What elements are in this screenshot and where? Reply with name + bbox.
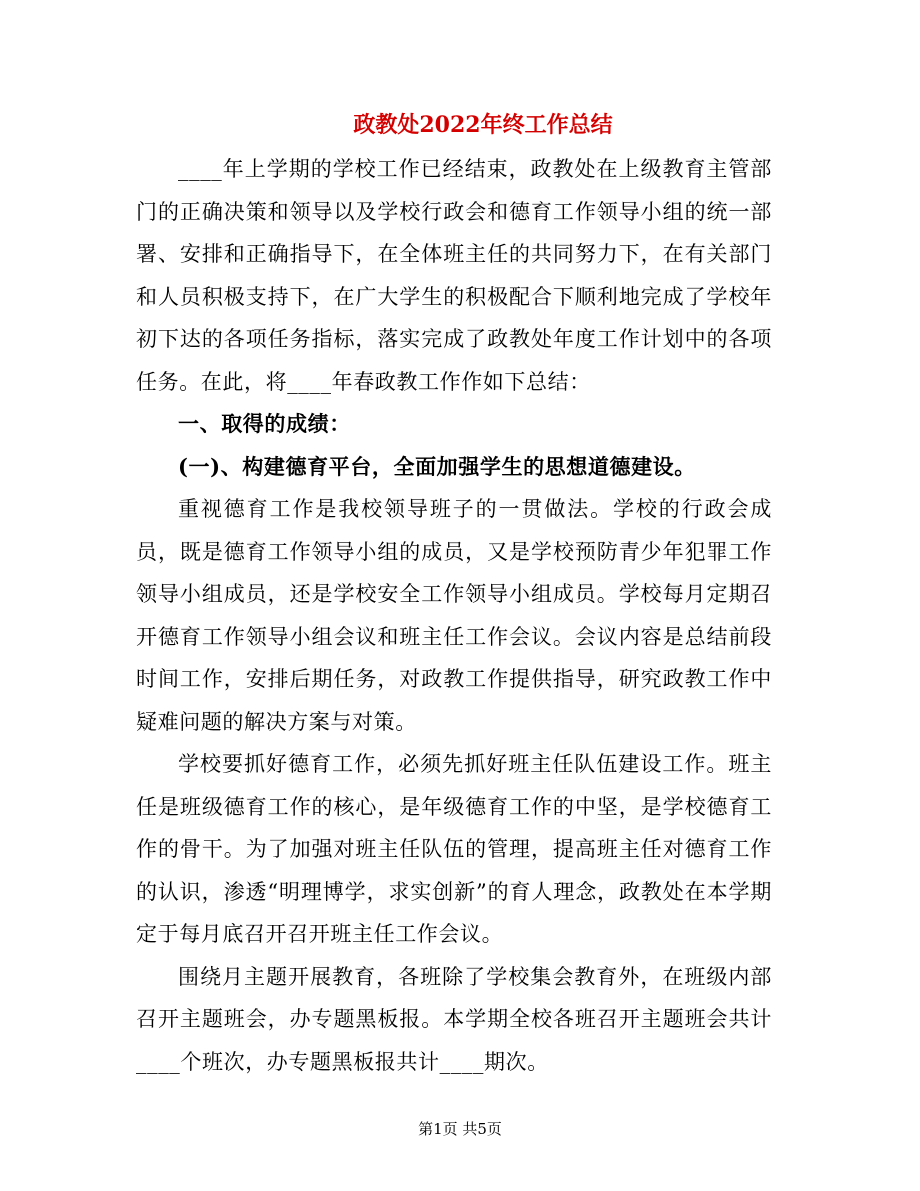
subsection-heading-moral-education: (一)、构建德育平台，全面加强学生的思想道德建设。 <box>178 453 696 479</box>
section-heading-achievements: 一、取得的成绩： <box>178 411 351 436</box>
document-body <box>136 148 772 1083</box>
page-number: 第1页 共5页 <box>418 1120 502 1138</box>
document-title: 政教处2022年终工作总结 <box>353 112 613 138</box>
body-paragraph-leadership: 重视德育工作是我校领导班子的一贯做法。学校的行政会成员，既是德育工作领导小组的成员，又是学校预防青少年犯罪工作领导小组成员，还是学校安全工作领导小组成员。学校每月定期召开德育工作领导小组会议和班主任工作会议。会议内容是总结前段时间工作，安排后期任务，对政教工作提供指导，研究政教工作中疑难问题的解决方案与对策。 <box>136 497 772 734</box>
body-paragraph-monthly-theme: 围绕月主题开展教育，各班除了学校集会教育外，在班级内部召开主题班会，办专题黑板报。本学期全校各班召开主题班会共计____个班次，办专题黑板报共计____期次。 <box>136 964 772 1074</box>
intro-paragraph: ____年上学期的学校工作已经结束，政教处在上级教育主管部门的正确决策和领导以及学校行政会和德育工作领导小组的统一部署、安排和正确指导下，在全体班主任的共同努力下，在有关部门和人员积极支持下，在广大学生的积极配合下顺利地完成了学校年初下达的各项任务指标，落实完成了政教处年度工作计划中的各项任务。在此，将____年春政教工作作如下总结： <box>136 157 772 394</box>
body-paragraph-head-teachers: 学校要抓好德育工作，必须先抓好班主任队伍建设工作。班主任是班级德育工作的核心，是年级德育工作的中坚，是学校德育工作的骨干。为了加强对班主任队伍的管理，提高班主任对德育工作的认识，渗透“明理博学，求实创新”的育人理念，政教处在本学期定于每月底召开召开班主任工作会议。 <box>136 752 772 946</box>
